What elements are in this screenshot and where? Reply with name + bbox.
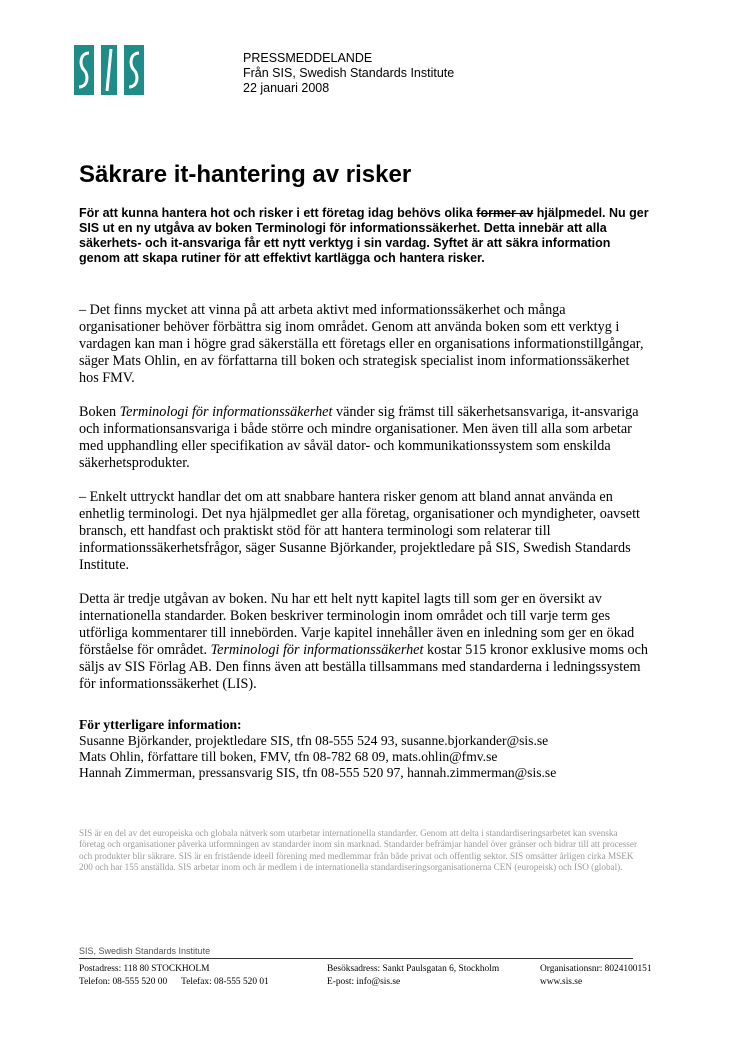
paragraph-4 (79, 591, 649, 693)
paragraph-2 (79, 404, 649, 472)
lead-text-1: För att kunna hantera hot och risker i ett företag idag behövs olika (79, 206, 477, 220)
contact-title: För ytterligare information: (79, 717, 242, 732)
body-text (79, 302, 649, 710)
p2-book-title: Terminologi för informationssäkerhet (119, 404, 333, 420)
contact-line: Hannah Zimmerman, pressansvarig SIS, tfn 08-555 520 97, hannah.zimmerman@sis.se (79, 765, 557, 780)
lead-struck-text: former av (476, 206, 534, 220)
document-type: PRESSMEDDELANDE (243, 51, 373, 65)
sender: Från SIS, Swedish Standards Institute (243, 66, 455, 80)
lead-text-2: hjälpmedel. Nu ger SIS ut en ny utgåva av boken Terminologi för informationssäkerhet. Detta innebär att alla säkerhets- och it-ansvariga får ett nytt verktyg i sin vardag. Syftet är att säkra information genom att skapa rutiner för att effektivt kartlägga och hantera risker. (79, 206, 649, 265)
sis-logo (74, 45, 144, 95)
footer-column-address (79, 963, 269, 989)
lead-paragraph (79, 206, 649, 266)
footer-column-org (540, 963, 652, 989)
paragraph-3: – Enkelt uttryckt handlar det om att snabbare hantera risker genom att bland annat använda en enhetlig terminologi. Det nya hjälpmedlet ger alla företag, organisationer och myndigheter, oavsett bransch, ett handfast och praktiskt stöd för att hantera terminologi som relaterar till informationssäkerhetsfrågor, säger Susanne Björkander, projektledare på SIS, Swedish Standards Institute. (79, 489, 640, 573)
p4-text-b: kostar 515 kronor exklusive moms och säljs av SIS Förlag AB. Den finns även att beställa tillsammans med standarderna i ledningssystem för informationssäkerhet (LIS). (79, 642, 649, 692)
about-sis-text: SIS är en del av det europeiska och globala nätverk som utarbetar internationella standarder. Genom att delta i standardiseringsarbetet kan svenska företag och organisationer påverka utformningen av standarder inom sin marknad. Standarder befrämjar handel över gränser och bidrar till att processer och produkter blir säkrare. SIS är en fristående ideell förening med medlemmar från både privat och offentlig sektor. SIS omsätter årligen cirka MSEK 200 och har 155 anställda. SIS arbetar inom och är medlem i de internationella standardiseringsorganisationerna CEN (europeisk) och ISO (global). (79, 828, 638, 873)
release-date: 22 januari 2008 (243, 81, 330, 95)
visiting-address: Besöksadress: Sankt Paulsgatan 6, Stockholm (327, 964, 500, 974)
phone-fax (79, 976, 269, 989)
p4-book-title: Terminologi för informationssäkerhet (210, 642, 424, 658)
phone: Telefon: 08-555 520 00 (79, 977, 168, 987)
email: E-post: info@sis.se (327, 977, 401, 987)
page-title: Säkrare it-hantering av risker (79, 161, 412, 188)
postal-address: Postadress: 118 80 STOCKHOLM (79, 964, 210, 974)
p2-text-b: vänder sig främst till säkerhetsansvariga, it-ansvariga och informationsansvariga i både större och mindre organisationer. Men även till alla som arbetar med upphandling eller specifikation av såväl dator- och kommunikationssystem som enskilda säkerhetsprodukter. (79, 404, 639, 471)
organisation-number: Organisationsnr: 8024100151 (540, 964, 652, 974)
paragraph-1: – Det finns mycket att vinna på att arbeta aktivt med informationssäkerhet och många organisationer behöver förbättra sig inom området. Genom att använda boken som ett verktyg i vardagen kan man i högre grad säkerställa ett företags eller en organisations informationstillgångar, säger Mats Ohlin, en av författarna till boken och strategisk specialist inom informationssäkerhet hos FMV. (79, 302, 644, 386)
fax: Telefax: 08-555 520 01 (181, 977, 269, 987)
footer-brand: SIS, Swedish Standards Institute (79, 946, 211, 956)
footer-divider (79, 958, 633, 959)
header-block (243, 51, 454, 96)
contact-line: Mats Ohlin, författare till boken, FMV, tfn 08-782 68 09, mats.ohlin@fmv.se (79, 749, 498, 764)
p4-text-a: Detta är tredje utgåvan av boken. Nu har ett helt nytt kapitel lagts till som ger en översikt av internationella standarder. Boken beskriver terminologin inom området och till varje term ges utförliga kommentarer till innebörden. Varje kapitel innehåller även en inledning som ger en ökad förståelse för området. (79, 591, 635, 658)
contact-line: Susanne Björkander, projektledare SIS, tfn 08-555 524 93, susanne.bjorkander@sis.se (79, 733, 549, 748)
footer-column-visit (327, 963, 499, 989)
contact-section (79, 717, 679, 781)
p2-text-a: Boken (79, 404, 120, 420)
website: www.sis.se (540, 977, 583, 987)
